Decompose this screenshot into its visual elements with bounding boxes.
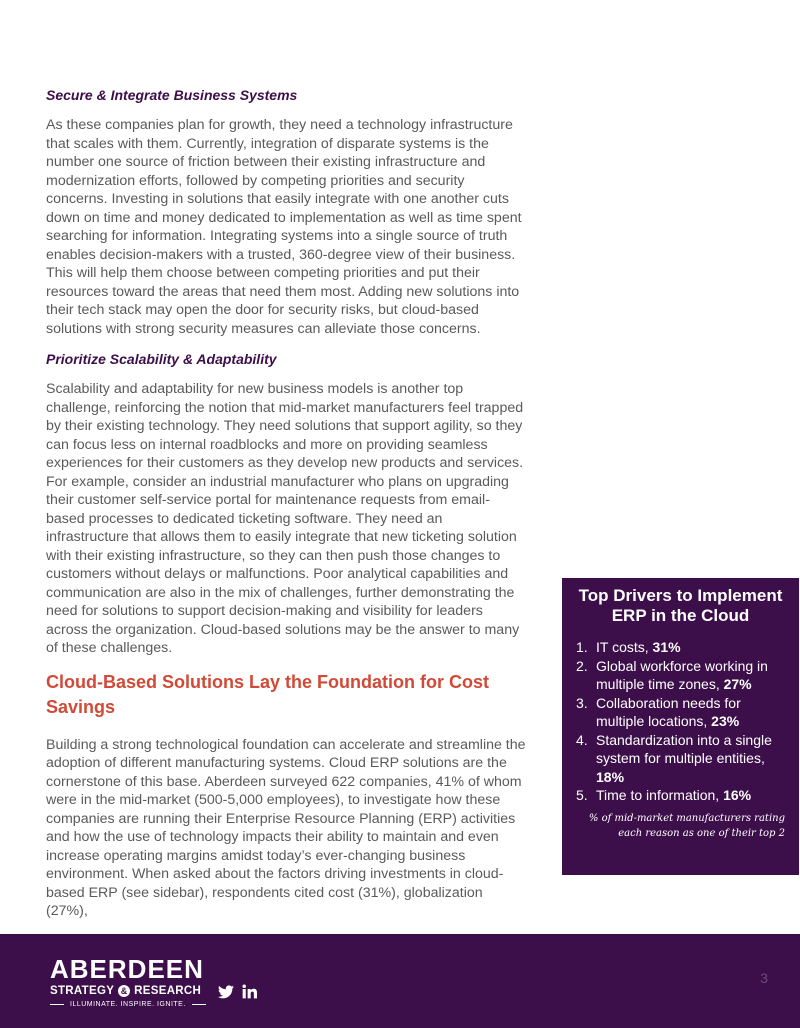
list-number: 3. (576, 694, 588, 711)
sidebar-top-drivers (562, 578, 799, 875)
logo-subline (50, 984, 206, 998)
list-item (576, 657, 785, 694)
sidebar-footnote: % of mid-market manufacturers rating each reason as one of their top 2 (588, 812, 785, 839)
main-content (46, 86, 528, 933)
section-scalability (46, 350, 528, 658)
driver-value: 23% (711, 713, 740, 729)
driver-label: Time to information, (596, 787, 724, 803)
aberdeen-logo[interactable] (50, 954, 206, 1008)
driver-label: Standardization into a single system for multiple entities, (596, 731, 772, 766)
body-paragraph: As these companies plan for growth, they need a technology infrastructure that scales with them. Currently, integration of disparate systems is the number one source of friction between their existing infrastructure and modernization efforts, followed by competing priorities and security concerns. Investing in solutions that easily integrate with one another cuts down on time and money dedicated to implementation as well as time spent searching for information. Integrating systems into a single source of truth enables decision-makers with a trusted, 360-degree view of their business. This will help them choose between competing priorities and put their resources toward the areas that need them most. Adding new solutions into their tech stack may open the door for security risks, but cloud-based solutions with strong security measures can alleviate those concerns. (46, 117, 522, 337)
driver-value: 31% (652, 639, 681, 655)
list-number: 4. (576, 731, 588, 748)
driver-label: IT costs, (596, 639, 653, 655)
list-item (576, 786, 785, 805)
list-number: 2. (576, 657, 588, 674)
body-paragraph: Building a strong technological foundation can accelerate and streamline the adoption of different manufacturing systems. Cloud ERP solutions are the cornerstone of this base. Aberdeen surveyed 622 companies, 41% of whom were in the mid-market (500-5,000 employees), to investigate how these companies are running their Enterprise Resource Planning (ERP) activities and how the use of technology impacts their ability to maintain and even increase operating margins amidst today’s ever-changing business environment. When asked about the factors driving investments in cloud-based ERP (see sidebar), respondents cited cost (31%), globalization (27%), (46, 736, 526, 919)
list-number: 1. (576, 639, 588, 655)
driver-label: Global workforce working in multiple time zones, (596, 657, 768, 692)
drivers-list (576, 638, 785, 805)
logo-strategy: STRATEGY (50, 985, 115, 997)
driver-value: 18% (596, 768, 625, 785)
sidebar-title: Top Drivers to Implement ERP in the Cloud (578, 586, 783, 625)
list-number: 5. (576, 787, 588, 803)
list-item (576, 694, 785, 731)
twitter-icon[interactable] (218, 985, 234, 1004)
section-secure-integrate (46, 86, 528, 338)
page-footer (0, 934, 800, 1028)
list-item (576, 731, 785, 787)
tagline-rule (192, 1004, 206, 1005)
social-links (218, 984, 257, 1004)
list-item (576, 638, 785, 657)
linkedin-icon[interactable] (242, 984, 257, 1004)
driver-value: 27% (723, 676, 752, 692)
page-number: 3 (760, 970, 768, 986)
logo-tagline-row (50, 1001, 206, 1008)
driver-label: Collaboration needs for multiple locations, (596, 694, 741, 729)
logo-research: RESEARCH (134, 985, 202, 997)
logo-wordmark: ABERDEEN (50, 954, 204, 984)
section-heading: Cloud-Based Solutions Lay the Foundation for Cost Savings (46, 671, 489, 717)
subheading: Secure & Integrate Business Systems (46, 87, 298, 103)
driver-value: 16% (723, 787, 752, 803)
tagline-rule (50, 1004, 64, 1005)
subheading: Prioritize Scalability & Adaptability (46, 351, 277, 367)
body-paragraph: Scalability and adaptability for new business models is another top challenge, reinforcing the notion that mid-market manufacturers feel trapped by their existing technology. They need solutions that support agility, so they can focus less on internal roadblocks and more on providing seamless experiences for their customers as they develop new products and services. For example, consider an industrial manufacturer who plans on upgrading their customer self-service portal for maintenance requests from email-based processes to dedicated ticketing software. They need an infrastructure that allows them to easily integrate that new ticketing solution with their existing infrastructure, so they can then push those changes to customers without delays or malfunctions. Poor analytical capabilities and communication are also in the mix of challenges, further demonstrating the need for solutions to support decision-making and visibility for leaders across the organization. Cloud-based solutions may be the answer to many of these challenges. (46, 381, 524, 656)
logo-tagline: ILLUMINATE. INSPIRE. IGNITE. (70, 1001, 186, 1008)
logo-ampersand: & (118, 985, 130, 997)
